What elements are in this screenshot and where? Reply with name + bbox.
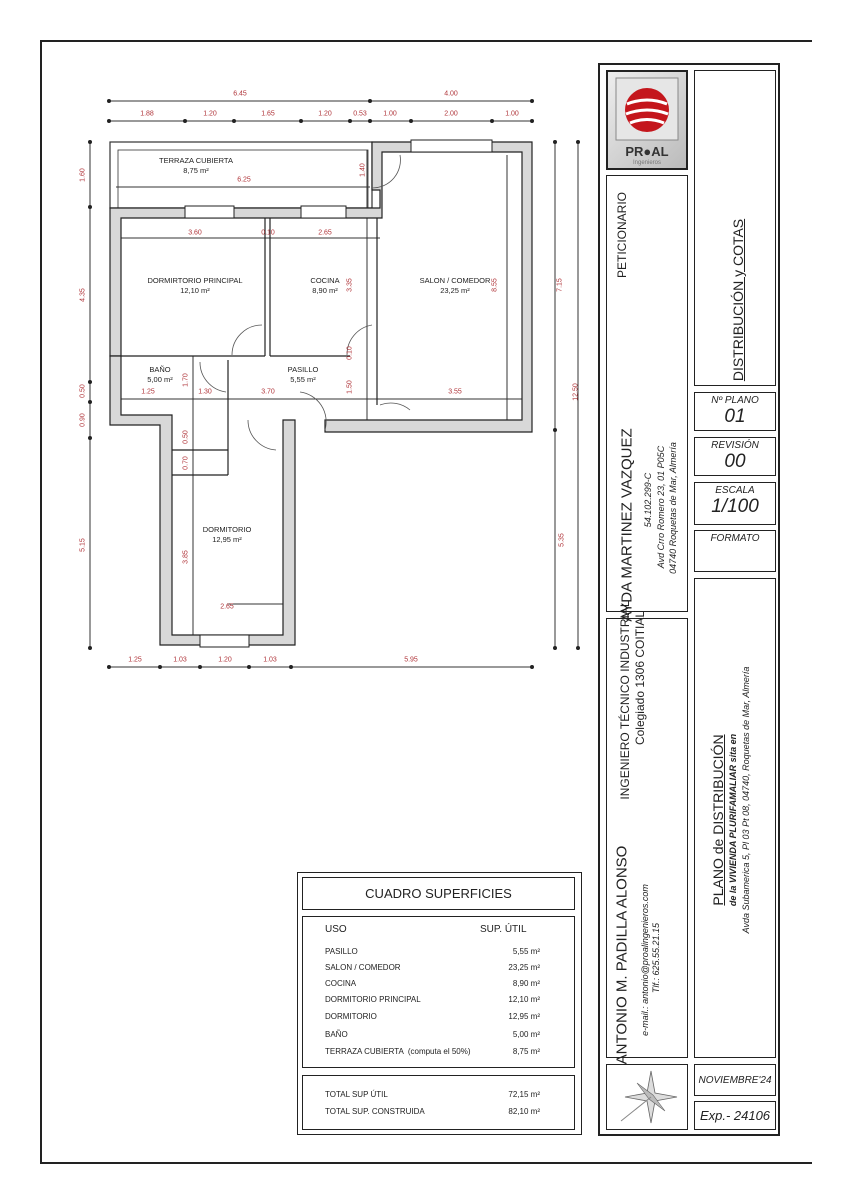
dim-bottom: 1.25 (128, 656, 142, 664)
row-uso: PASILLO (325, 947, 358, 956)
room-terraza (159, 156, 233, 176)
row-sup: 8,75 m² (512, 1047, 540, 1056)
dim-top: 0.53 (353, 110, 367, 118)
room-name: COCINA (310, 276, 340, 285)
room-pasillo (288, 365, 319, 385)
table-title: CUADRO SUPERFICIES (365, 886, 512, 901)
row-uso: TERRAZA CUBIERTA (computa el 50%) (325, 1047, 471, 1056)
room-name: DORMITORIO (202, 525, 252, 534)
engineer-title: INGENIERO TÉCNICO INDUSTRIAL (618, 600, 632, 800)
row-uso: DORMITORIO PRINCIPAL (325, 995, 421, 1004)
dim-bottom: 1.03 (173, 656, 187, 664)
windows (182, 140, 492, 647)
dim-top: 1.20 (203, 110, 217, 118)
peticionario-label: PETICIONARIO (615, 191, 629, 279)
row-uso: SALON / COMEDOR (325, 963, 401, 972)
dim-left: 5.15 (79, 538, 87, 552)
row-uso: COCINA (325, 979, 357, 988)
room-name: TERRAZA CUBIERTA (159, 156, 233, 165)
dim-bottom: 1.03 (263, 656, 277, 664)
door-swings (200, 155, 410, 450)
room-bano (147, 365, 172, 385)
row-sup: 5,55 m² (512, 947, 540, 956)
proal-logo (608, 72, 686, 168)
formato-cell (694, 530, 776, 572)
row-sup: 8,90 m² (512, 979, 540, 988)
total-label: TOTAL SUP. CONSTRUIDA (325, 1107, 425, 1116)
sheet-title: DISTRIBUCIÓN y COTAS (730, 218, 746, 382)
logo-box (606, 70, 688, 170)
dim-interior: 3.55 (448, 388, 462, 396)
escala-value: 1/100 (711, 496, 759, 517)
table-row (325, 947, 540, 956)
project-address: Avda Subamerica 5, Pl 03 Pt 08, 04740, Roquetas de Mar, Almería (741, 666, 751, 934)
dim-interior: 1.50 (346, 380, 354, 394)
table-body (302, 916, 575, 1068)
dim-interior: 3.85 (182, 550, 190, 564)
dim-interior: 1.70 (182, 373, 190, 387)
dim-right: 7.15 (556, 278, 564, 292)
room-area: 8,90 m² (312, 286, 338, 295)
client-id: 54.102.299-C (643, 472, 653, 528)
project-title: PLANO de DISTRIBUCIÓN (710, 734, 726, 906)
row-sup: 12,10 m² (508, 995, 540, 1004)
dim-top: 1.65 (261, 110, 275, 118)
total-value: 72,15 m² (508, 1090, 540, 1099)
dim-interior: 6.25 (237, 176, 251, 184)
total-row (325, 1107, 540, 1116)
room-area: 5,55 m² (290, 375, 316, 384)
plano-cell (694, 392, 776, 431)
revision-label: REVISIÓN (711, 440, 759, 451)
dim-left: 4.35 (79, 288, 87, 302)
total-row (325, 1090, 540, 1099)
dim-left: 1.60 (79, 168, 87, 182)
room-area: 23,25 m² (440, 286, 470, 295)
dim-interior: 0.50 (182, 430, 190, 444)
dim-interior: 2.65 (220, 603, 234, 611)
dim-interior: 0.70 (182, 456, 190, 470)
dim-bottom: 1.20 (218, 656, 232, 664)
table-row (325, 979, 540, 988)
room-area: 8,75 m² (183, 166, 209, 175)
dim-overall-left: 6.45 (233, 90, 247, 98)
dim-interior: 2.65 (318, 229, 332, 237)
svg-text:Ingenieros: Ingenieros (632, 160, 662, 166)
dim-top: 1.20 (318, 110, 332, 118)
client-name: AYDA MARTINEZ VAZQUEZ (618, 428, 636, 622)
room-salon (420, 276, 491, 296)
svg-text:PR●AL: PR●AL (625, 144, 669, 159)
dim-right: 5.35 (558, 533, 566, 547)
engineer-phone: Tlf.: 625.55.21.15 (651, 922, 661, 994)
revision-value: 00 (724, 451, 746, 472)
row-uso: BAÑO (325, 1030, 348, 1039)
plano-value: 01 (724, 406, 746, 427)
dim-interior: 0.10 (261, 229, 275, 237)
dim-top: 1.00 (383, 110, 397, 118)
compass-cell (606, 1064, 688, 1130)
revision-cell (694, 437, 776, 476)
table-row (325, 1030, 540, 1039)
dim-interior: 1.40 (359, 163, 367, 177)
dim-left: 0.50 (79, 384, 87, 398)
date: NOVIEMBRE'24 (698, 1074, 772, 1086)
total-label: TOTAL SUP ÚTIL (325, 1090, 388, 1099)
expediente: Exp.- 24106 (699, 1108, 771, 1123)
compass-rose-icon (607, 1065, 685, 1127)
engineer-college: Colegiado 1306 COITIAL (633, 610, 647, 746)
dim-top: 2.00 (444, 110, 458, 118)
room-name: PASILLO (287, 365, 319, 374)
dim-interior: 1.30 (198, 388, 212, 396)
room-name: BAÑO (149, 365, 171, 374)
dim-left: 0.90 (79, 413, 87, 427)
dim-right: 12.50 (572, 383, 580, 401)
room-area: 12,95 m² (212, 535, 242, 544)
dim-interior: 0.10 (346, 346, 354, 360)
table-row (325, 963, 540, 972)
room-name: DORMIRTORIO PRINCIPAL (147, 276, 243, 285)
room-area: 12,10 m² (180, 286, 210, 295)
room-dormitorio (203, 525, 252, 545)
dim-overall-right: 4.00 (444, 90, 458, 98)
plano-label: Nº PLANO (711, 395, 759, 406)
table-row (325, 1047, 540, 1056)
project-subtitle: de la VIVIENDA PLURIFAMALIAR sita en (728, 733, 738, 907)
escala-label: ESCALA (715, 485, 755, 496)
dim-interior: 3.60 (188, 229, 202, 237)
table-row (325, 995, 540, 1004)
total-value: 82,10 m² (508, 1107, 540, 1116)
escala-cell (694, 482, 776, 525)
client-address2: 04740 Roquetas de Mar, Almería (668, 442, 678, 574)
room-dormitorio-principal (147, 276, 242, 296)
expediente-cell (694, 1101, 776, 1130)
header-sup: SUP. ÚTIL (480, 924, 527, 935)
client-address1: Avd Crro Romero 23, 01 P05C (656, 445, 666, 569)
row-uso: DORMITORIO (325, 1012, 377, 1021)
table-row (325, 1012, 540, 1021)
room-name: SALON / COMEDOR (419, 276, 491, 285)
header-uso: USO (325, 924, 347, 935)
table-totals (302, 1075, 575, 1130)
date-cell (694, 1064, 776, 1096)
dim-top: 1.00 (505, 110, 519, 118)
dim-interior: 8.55 (491, 278, 499, 292)
dim-interior: 1.25 (141, 388, 155, 396)
row-sup: 5,00 m² (512, 1030, 540, 1039)
engineer-name: ANTONIO M. PADILLA ALONSO (613, 845, 631, 1065)
dim-top: 1.88 (140, 110, 154, 118)
dim-bottom: 5.95 (404, 656, 418, 664)
row-sup: 23,25 m² (508, 963, 540, 972)
dim-interior: 3.70 (261, 388, 275, 396)
table-title-box (302, 877, 575, 910)
room-area: 5,00 m² (147, 375, 173, 384)
room-cocina (310, 276, 339, 296)
row-sup: 12,95 m² (508, 1012, 540, 1021)
formato-label: FORMATO (710, 533, 760, 544)
dim-interior: 3.35 (346, 278, 354, 292)
engineer-email: e-mail.: antonio@proalingenieros.com (640, 884, 650, 1036)
